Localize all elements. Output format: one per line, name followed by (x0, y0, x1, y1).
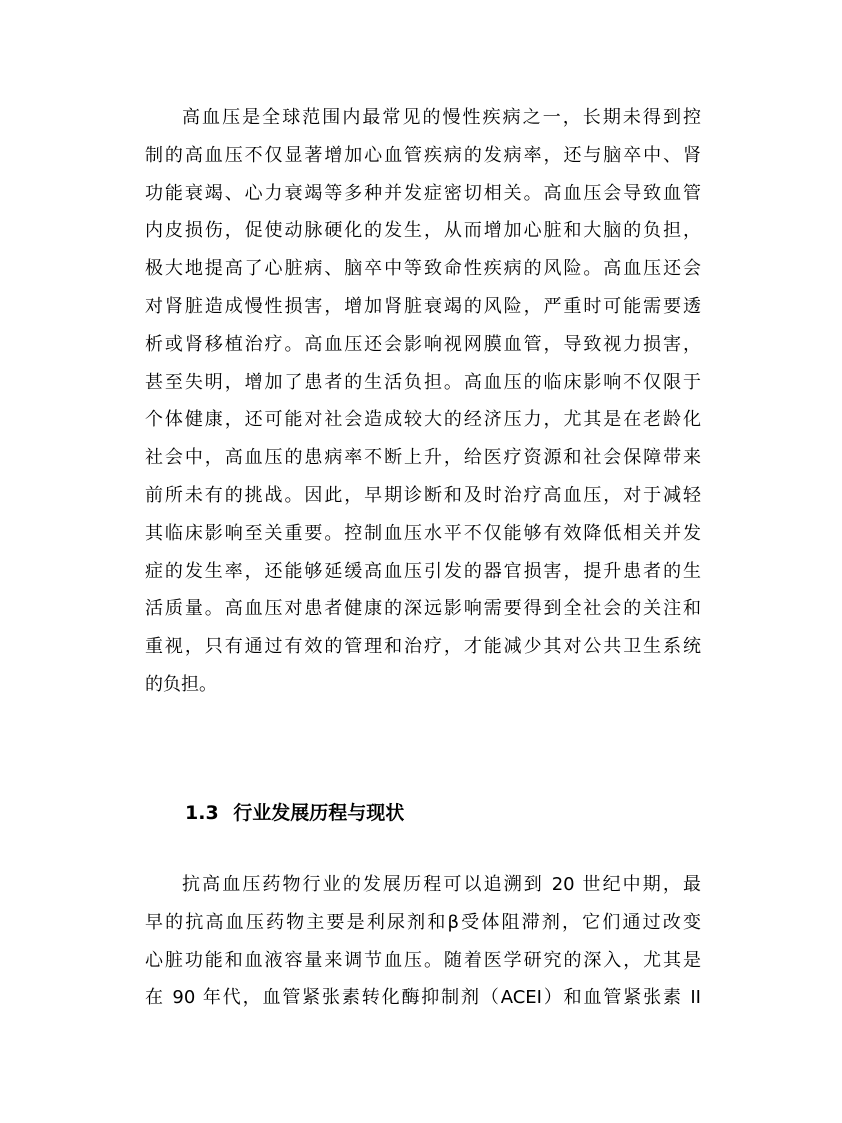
paragraph-line: 高血压是全球范围内最常见的慢性疾病之一，长期未得到控 (182, 107, 701, 128)
paragraph-line: 析或肾移植治疗。高血压还会影响视网膜血管，导致视力损害， (145, 333, 701, 355)
section-title: 行业发展历程与现状 (233, 802, 405, 824)
paragraph-line: 抗高血压药物行业的发展历程可以追溯到 20 世纪中期，最 (182, 874, 701, 895)
paragraph-line: 心脏功能和血液容量来调节血压。随着医学研究的深入，尤其是 (145, 949, 701, 971)
paragraph-line: 甚至失明，增加了患者的生活负担。高血压的临床影响不仅限于 (145, 371, 701, 393)
paragraph-line: 活质量。高血压对患者健康的深远影响需要得到全社会的关注和 (145, 598, 701, 620)
paragraph-line: 功能衰竭、心力衰竭等多种并发症密切相关。高血压会导致血管 (145, 182, 701, 204)
paragraph-line: 社会中，高血压的患病率不断上升，给医疗资源和社会保障带来 (145, 447, 701, 469)
paragraph-hypertension-impact (145, 99, 701, 704)
paragraph-line: 早的抗高血压药物主要是利尿剂和β受体阻滞剂，它们通过改变 (145, 911, 701, 933)
paragraph-line: 个体健康，还可能对社会造成较大的经济压力，尤其是在老龄化 (145, 409, 701, 431)
paragraph-line: 极大地提高了心脏病、脑卒中等致命性疾病的风险。高血压还会 (145, 258, 701, 280)
section-heading (185, 798, 404, 828)
paragraph-line: 在 90 年代，血管紧张素转化酶抑制剂（ACEI）和血管紧张素 II (145, 987, 701, 1009)
paragraph-industry-history (145, 866, 701, 1017)
paragraph-line: 内皮损伤，促使动脉硬化的发生，从而增加心脏和大脑的负担， (145, 220, 701, 242)
paragraph-line: 制的高血压不仅显著增加心血管疾病的发病率，还与脑卒中、肾 (145, 144, 701, 166)
paragraph-line: 对肾脏造成慢性损害，增加肾脏衰竭的风险，严重时可能需要透 (145, 295, 701, 317)
paragraph-line: 其临床影响至关重要。控制血压水平不仅能够有效降低相关并发 (145, 522, 701, 544)
paragraph-line: 的负担。 (145, 673, 217, 695)
paragraph-line: 重视，只有通过有效的管理和治疗，才能减少其对公共卫生系统 (145, 636, 701, 658)
section-number: 1.3 (185, 802, 219, 824)
paragraph-line: 前所未有的挑战。因此，早期诊断和及时治疗高血压，对于减轻 (145, 484, 701, 506)
paragraph-line: 症的发生率，还能够延缓高血压引发的器官损害，提升患者的生 (145, 560, 701, 582)
